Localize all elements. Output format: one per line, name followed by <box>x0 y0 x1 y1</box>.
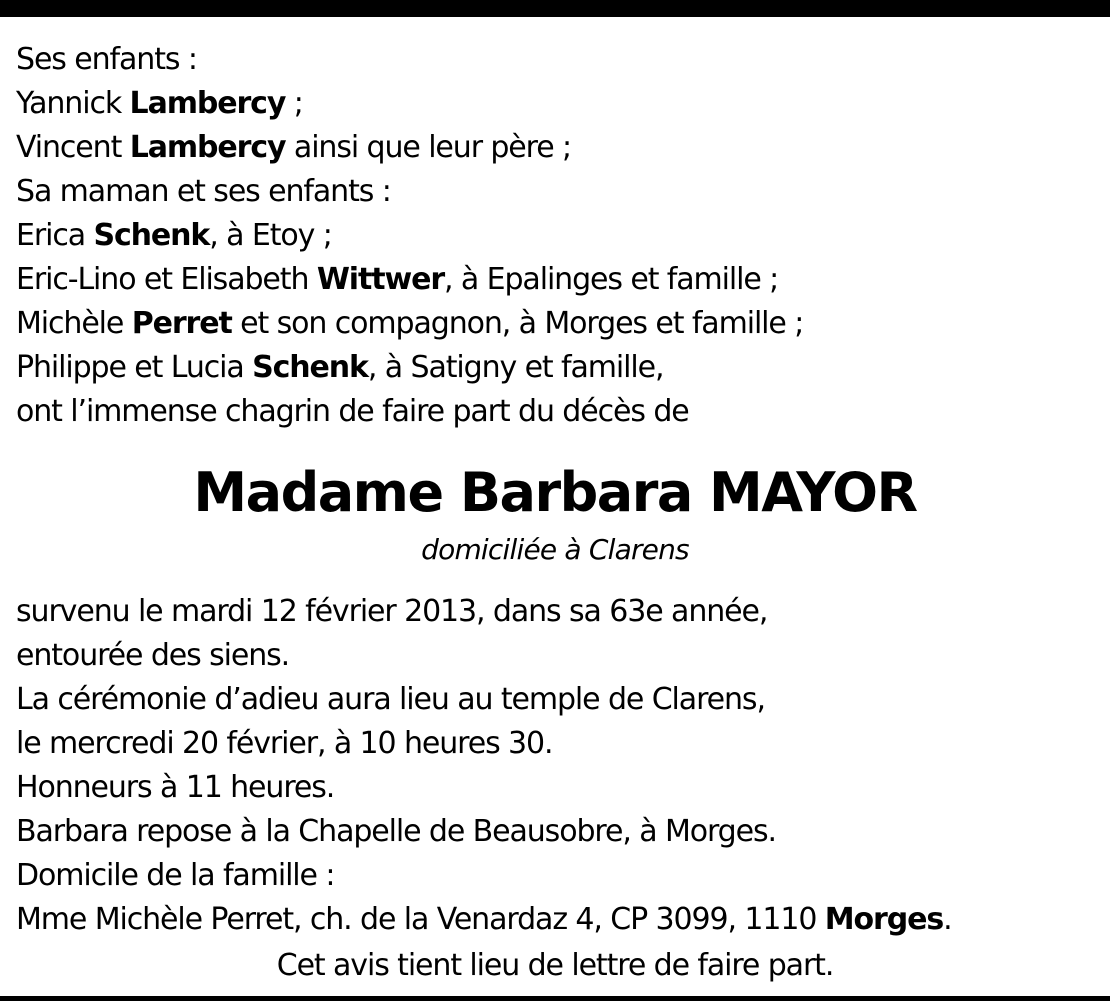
family-line-text: ; <box>285 86 303 121</box>
family-line-text: Philippe et Lucia <box>16 350 253 385</box>
family-line-text: Vincent <box>16 130 130 165</box>
details-section <box>16 590 1096 942</box>
details-line: Barbara repose à la Chapelle de Beausobre, à Morges. <box>16 814 776 849</box>
family-surname: Lambercy <box>129 86 286 121</box>
details-line: entourée des siens. <box>16 638 290 673</box>
family-address <box>16 898 1096 942</box>
family-line <box>16 214 1096 258</box>
family-surname: Wittwer <box>316 262 445 297</box>
deceased-name: Madame Barbara MAYOR <box>193 461 917 524</box>
children-heading: Ses enfants : <box>16 42 197 77</box>
bottom-border-rule <box>0 996 1110 1001</box>
details-line: Honneurs à 11 heures. <box>16 770 335 805</box>
closing-note: Cet avis tient lieu de lettre de faire part. <box>276 948 834 983</box>
announcement-line: ont l’immense chagrin de faire part du décès de <box>16 394 689 429</box>
family-surname: Perret <box>131 306 232 341</box>
family-line <box>16 346 1096 390</box>
family-line-text: , à Satigny et famille, <box>367 350 664 385</box>
family-line-text: , à Etoy ; <box>209 218 332 253</box>
top-border-rule <box>0 0 1110 17</box>
family-line-text: ainsi que leur père ; <box>285 130 572 165</box>
details-line: survenu le mardi 12 février 2013, dans sa 63e année, <box>16 594 768 629</box>
family-line <box>16 82 1096 126</box>
family-line-text: Michèle <box>16 306 132 341</box>
family-section <box>16 38 1096 434</box>
deceased-block <box>0 458 1110 570</box>
family-surname: Schenk <box>93 218 210 253</box>
family-line <box>16 302 1096 346</box>
family-line-text: Sa maman et ses enfants : <box>16 174 391 209</box>
family-line <box>16 170 1096 214</box>
address-city: Morges <box>824 902 944 937</box>
deceased-domicile: domiciliée à Clarens <box>421 533 689 566</box>
family-surname: Lambercy <box>129 130 286 165</box>
details-line: le mercredi 20 février, à 10 heures 30. <box>16 726 553 761</box>
details-line: La cérémonie d’adieu aura lieu au temple de Clarens, <box>16 682 765 717</box>
family-line-text: Eric-Lino et Elisabeth <box>16 262 317 297</box>
family-surname: Schenk <box>252 350 368 385</box>
family-line-text: , à Epalinges et famille ; <box>444 262 779 297</box>
family-line <box>16 126 1096 170</box>
family-line-text: Yannick <box>16 86 130 121</box>
family-line <box>16 258 1096 302</box>
details-line: Domicile de la famille : <box>16 858 335 893</box>
family-line-text: et son compagnon, à Morges et famille ; <box>231 306 804 341</box>
address-text: . <box>943 902 952 937</box>
address-text: Mme Michèle Perret, ch. de la Venardaz 4, CP 3099, 1110 <box>16 902 825 937</box>
family-line-text: Erica <box>16 218 94 253</box>
